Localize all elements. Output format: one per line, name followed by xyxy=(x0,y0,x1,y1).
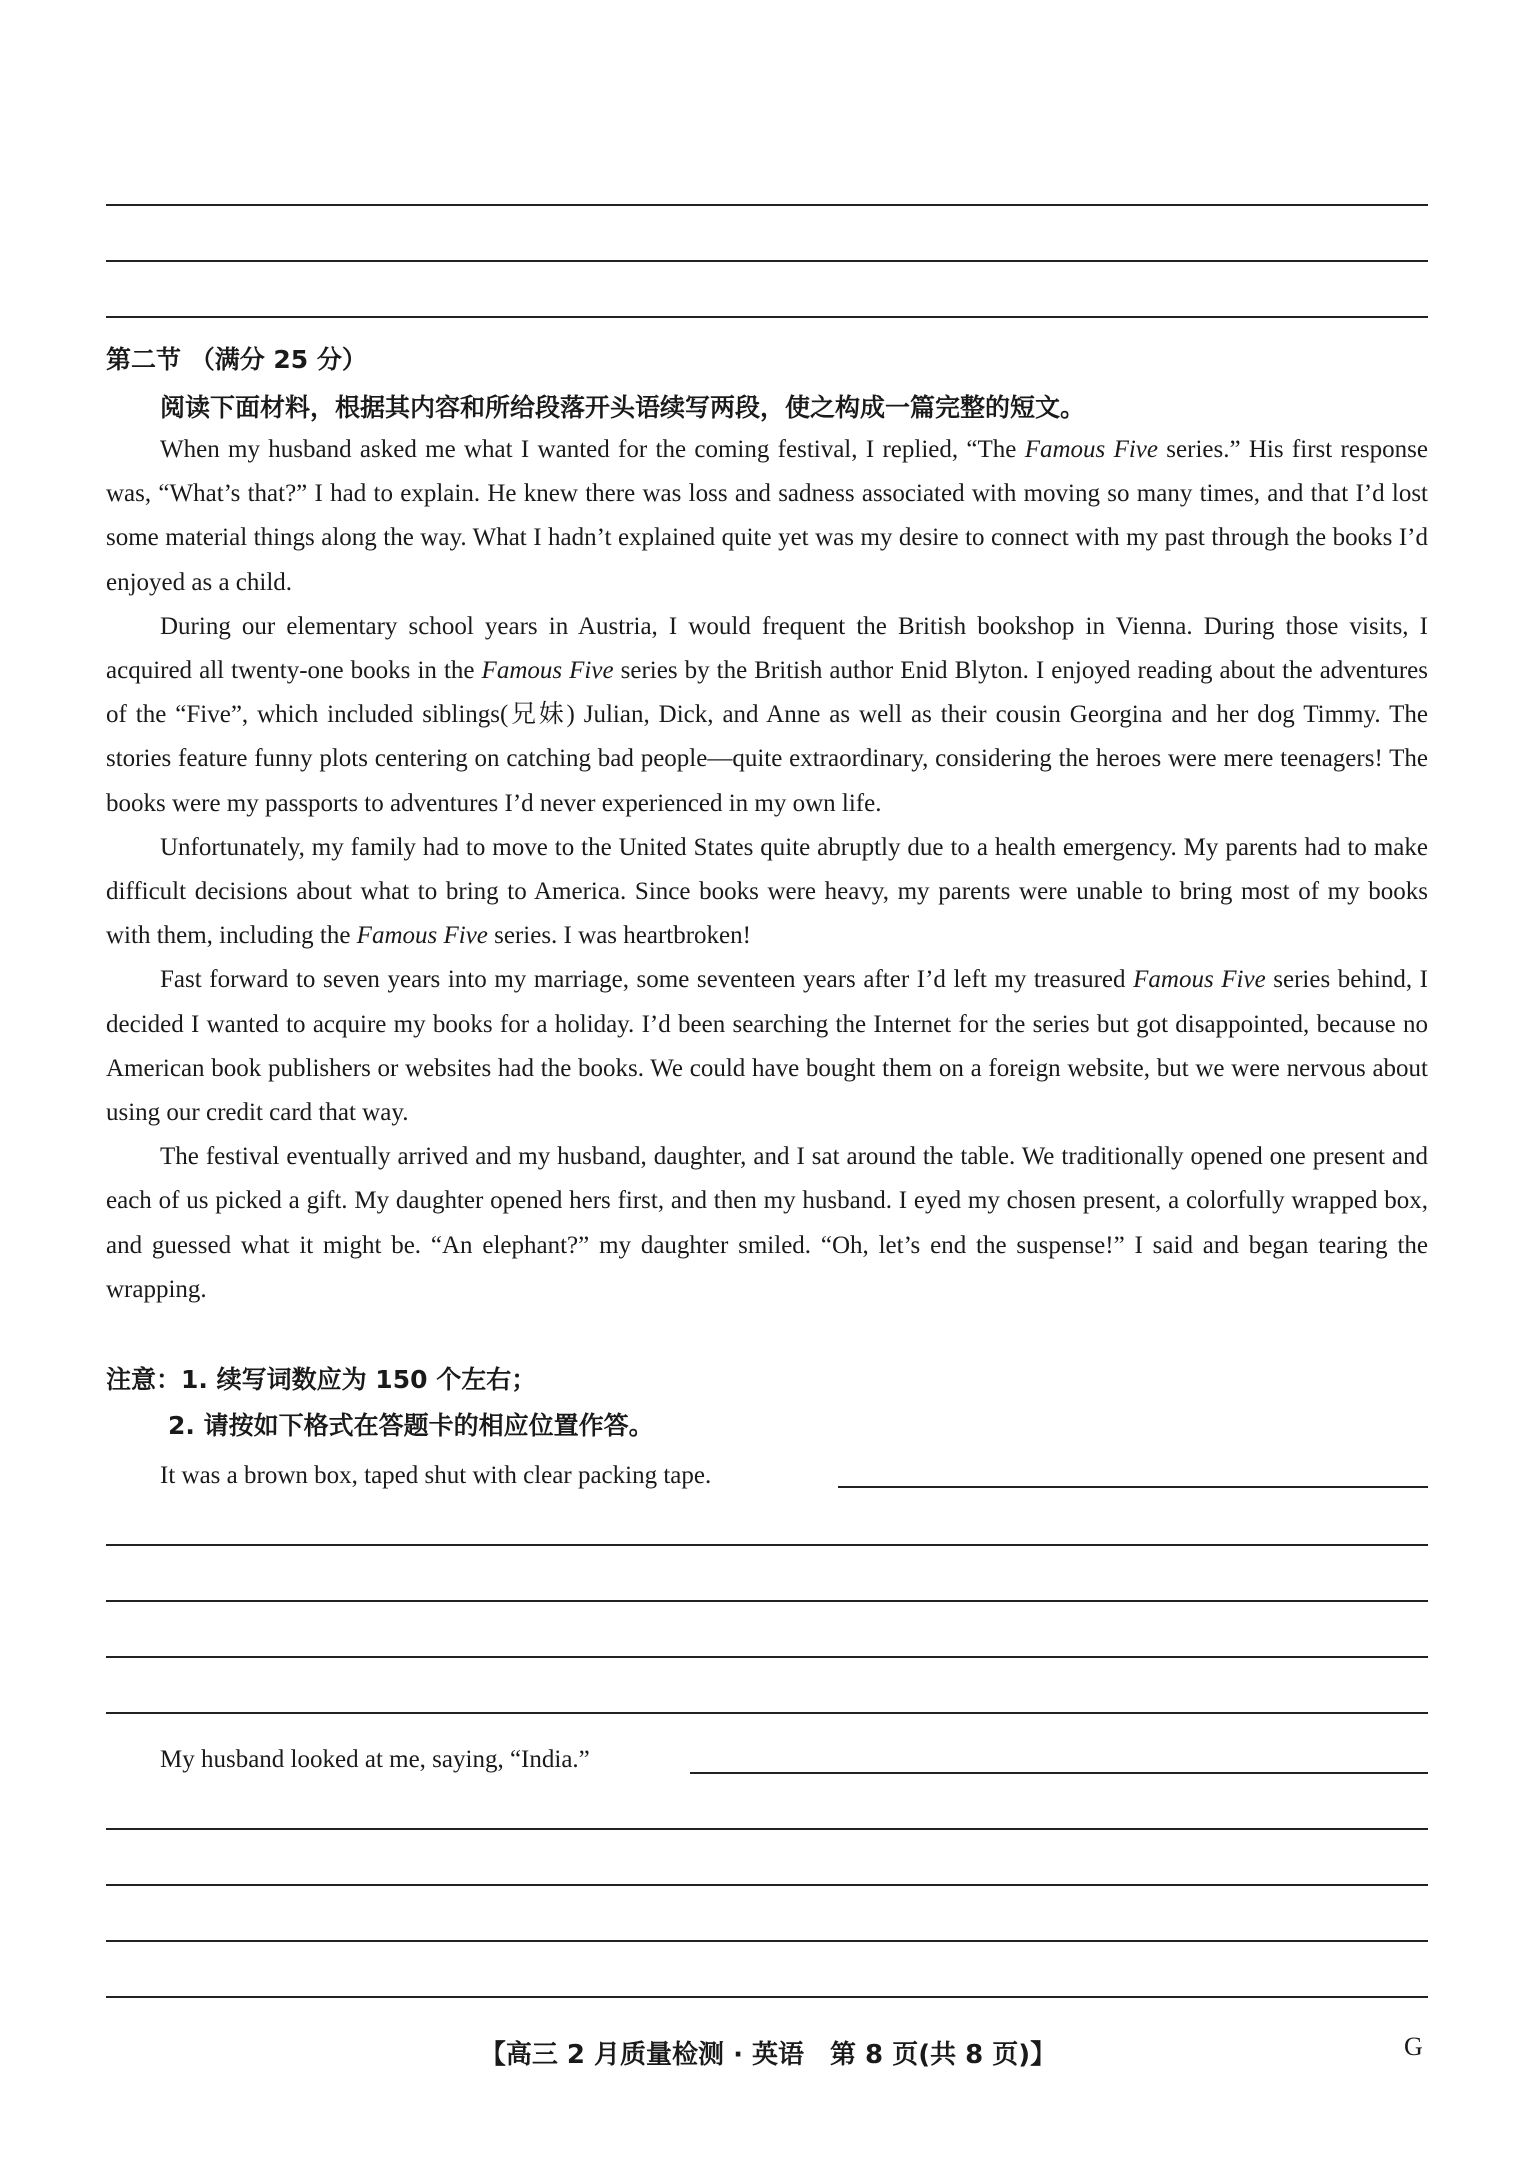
answer-line xyxy=(106,316,1428,318)
page-footer: 【高三 2 月质量检测 · 英语 第 8 页(共 8 页)】 xyxy=(479,2040,1057,2070)
answer-line xyxy=(690,1772,1428,1774)
passage-text: series behind, I decided I wanted to acquire my books for a holiday. I’d been searching the Internet for the series but got disappointed, because no American book publishers or websites had the books. We could have bought them on a foreign website, but we were nervous about using our credit card that way. xyxy=(106,966,1428,1127)
passage-paragraph xyxy=(106,1135,1428,1312)
passage-text: series.” His first response was, “What’s that?” I had to explain. He knew there was loss and sadness associated with moving so many times, and that I’d lost some material things along the way. What I hadn’t explained quite yet was my desire to connect with my past through the books I’d enjoyed as a child. xyxy=(106,436,1428,596)
paper-code: G xyxy=(1404,2032,1423,2061)
section-instruction: 阅读下面材料，根据其内容和所给段落开头语续写两段，使之构成一篇完整的短文。 xyxy=(160,393,1086,422)
book-title: Famous Five xyxy=(481,657,614,685)
passage-text: During our elementary school years in Austria, I would frequent the British bookshop in Vienna. During those visits, I acquired all twenty-one books in the xyxy=(106,612,1428,685)
answer-line xyxy=(106,1544,1428,1546)
book-title: Famous Five xyxy=(1133,966,1266,994)
paragraph-starter-1: It was a brown box, taped shut with clear packing tape. xyxy=(160,1462,712,1489)
answer-line xyxy=(106,1712,1428,1714)
note-line-1: 注意：1. 续写词数应为 150 个左右； xyxy=(106,1365,537,1394)
answer-line xyxy=(106,1940,1428,1942)
passage-text: series by the British author Enid Blyton. I enjoyed reading about the adventures of the “Five”, which included siblings(兄妹) Julian, Dick, and Anne as well as their cousin Georgina and her dog Timmy. The stories feature funny plots centering on catching bad people—quite extraordinary, considering the heroes were mere teenagers! The books were my passports to adventures I’d never experienced in my own life. xyxy=(106,657,1428,817)
answer-line xyxy=(106,1600,1428,1602)
answer-line xyxy=(106,1828,1428,1830)
passage-text: Unfortunately, my family had to move to the United States quite abruptly due to a health emergency. My parents had to make difficult decisions about what to bring to America. Since books were heavy, my parents were unable to bring most of my books with them, including the xyxy=(106,833,1428,950)
answer-line xyxy=(106,1996,1428,1998)
passage-paragraph xyxy=(106,605,1428,826)
answer-line xyxy=(106,204,1428,206)
passage-text: series. I was heartbroken! xyxy=(487,922,751,950)
answer-line xyxy=(106,1656,1428,1658)
book-title: Famous Five xyxy=(356,922,488,950)
passage-paragraph xyxy=(106,958,1428,1135)
passage-paragraph xyxy=(106,826,1428,959)
paragraph-starter-2: My husband looked at me, saying, “India.” xyxy=(160,1746,590,1773)
passage-text: When my husband asked me what I wanted for the coming festival, I replied, “The xyxy=(160,436,1025,463)
passage-paragraph xyxy=(106,428,1428,605)
reading-passage xyxy=(106,428,1428,1312)
note-line-2: 2. 请按如下格式在答题卡的相应位置作答。 xyxy=(168,1411,654,1440)
answer-line xyxy=(838,1486,1428,1488)
answer-line xyxy=(106,260,1428,262)
book-title: Famous Five xyxy=(1024,436,1158,463)
passage-text: Fast forward to seven years into my marriage, some seventeen years after I’d left my treasured xyxy=(160,966,1134,994)
section-title: 第二节 （满分 25 分） xyxy=(106,345,367,374)
passage-text: The festival eventually arrived and my husband, daughter, and I sat around the table. We traditionally opened one present and each of us picked a gift. My daughter opened hers first, and then my husband. I eyed my chosen present, a colorfully wrapped box, and guessed what it might be. “An elephant?” my daughter smiled. “Oh, let’s end the suspense!” I said and began tearing the wrapping. xyxy=(106,1143,1428,1303)
answer-line xyxy=(106,1884,1428,1886)
